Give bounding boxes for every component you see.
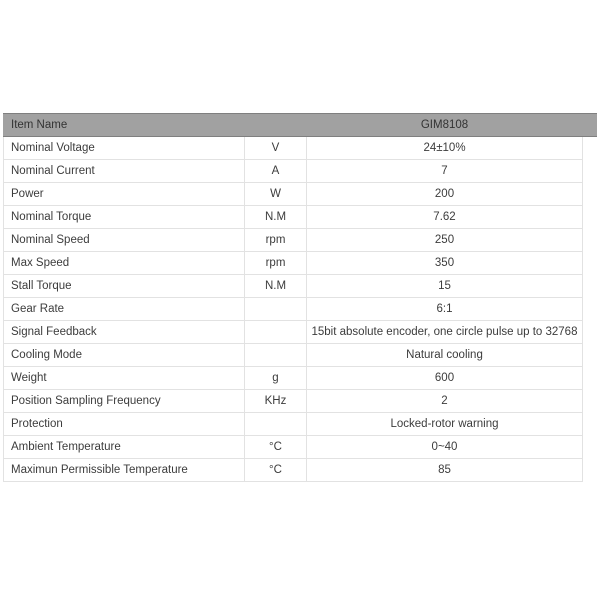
row-item-name: Nominal Voltage xyxy=(11,142,95,154)
row-unit xyxy=(244,321,306,343)
table-row xyxy=(4,160,582,183)
row-item-name: Max Speed xyxy=(11,257,70,269)
row-value: 7 xyxy=(306,160,582,182)
row-unit: °C xyxy=(244,436,306,458)
row-value: 15 xyxy=(306,275,582,297)
row-item-name: Protection xyxy=(11,418,63,430)
spec-table xyxy=(3,113,597,482)
row-value: 85 xyxy=(306,459,582,481)
row-item-name: Maximun Permissible Temperature xyxy=(11,464,188,476)
table-row xyxy=(4,413,582,436)
row-item-name: Nominal Torque xyxy=(11,211,92,223)
table-row xyxy=(4,229,582,252)
table-row xyxy=(4,183,582,206)
row-value: Natural cooling xyxy=(306,344,582,366)
row-item-name: Position Sampling Frequency xyxy=(11,395,161,407)
table-row xyxy=(4,252,582,275)
row-item-name: Power xyxy=(11,188,44,200)
row-value: 200 xyxy=(306,183,582,205)
row-item-name: Nominal Speed xyxy=(11,234,90,246)
row-item-name: Weight xyxy=(11,372,47,384)
table-header-row xyxy=(3,113,597,137)
row-unit: A xyxy=(244,160,306,182)
table-row xyxy=(4,459,582,482)
table-row xyxy=(4,390,582,413)
table-row xyxy=(4,137,582,160)
row-unit: W xyxy=(244,183,306,205)
table-row xyxy=(4,436,582,459)
row-value: 0~40 xyxy=(306,436,582,458)
row-unit xyxy=(244,413,306,435)
row-value: Locked-rotor warning xyxy=(306,413,582,435)
row-unit xyxy=(244,344,306,366)
row-value: 600 xyxy=(306,367,582,389)
table-row xyxy=(4,367,582,390)
row-unit: N.M xyxy=(244,206,306,228)
row-value: 7.62 xyxy=(306,206,582,228)
row-item-name: Stall Torque xyxy=(11,280,72,292)
row-unit: V xyxy=(244,137,306,159)
row-value: 350 xyxy=(306,252,582,274)
row-item-name: Nominal Current xyxy=(11,165,95,177)
table-row xyxy=(4,206,582,229)
row-value: 2 xyxy=(306,390,582,412)
row-value: 15bit absolute encoder, one circle pulse up to 32768 xyxy=(306,321,582,343)
row-value: 24±10% xyxy=(306,137,582,159)
header-item-name: Item Name xyxy=(11,119,68,131)
row-value: 250 xyxy=(306,229,582,251)
row-item-name: Cooling Mode xyxy=(11,349,82,361)
header-model: GIM8108 xyxy=(420,119,469,131)
table-row xyxy=(4,298,582,321)
row-unit: KHz xyxy=(244,390,306,412)
row-unit: N.M xyxy=(244,275,306,297)
row-unit: rpm xyxy=(244,229,306,251)
row-item-name: Signal Feedback xyxy=(11,326,97,338)
table-row xyxy=(4,275,582,298)
table-row xyxy=(4,321,582,344)
row-item-name: Gear Rate xyxy=(11,303,65,315)
table-body xyxy=(3,137,583,482)
row-value: 6:1 xyxy=(306,298,582,320)
row-unit xyxy=(244,298,306,320)
table-row xyxy=(4,344,582,367)
row-unit: rpm xyxy=(244,252,306,274)
row-unit: °C xyxy=(244,459,306,481)
row-item-name: Ambient Temperature xyxy=(11,441,121,453)
row-unit: g xyxy=(244,367,306,389)
